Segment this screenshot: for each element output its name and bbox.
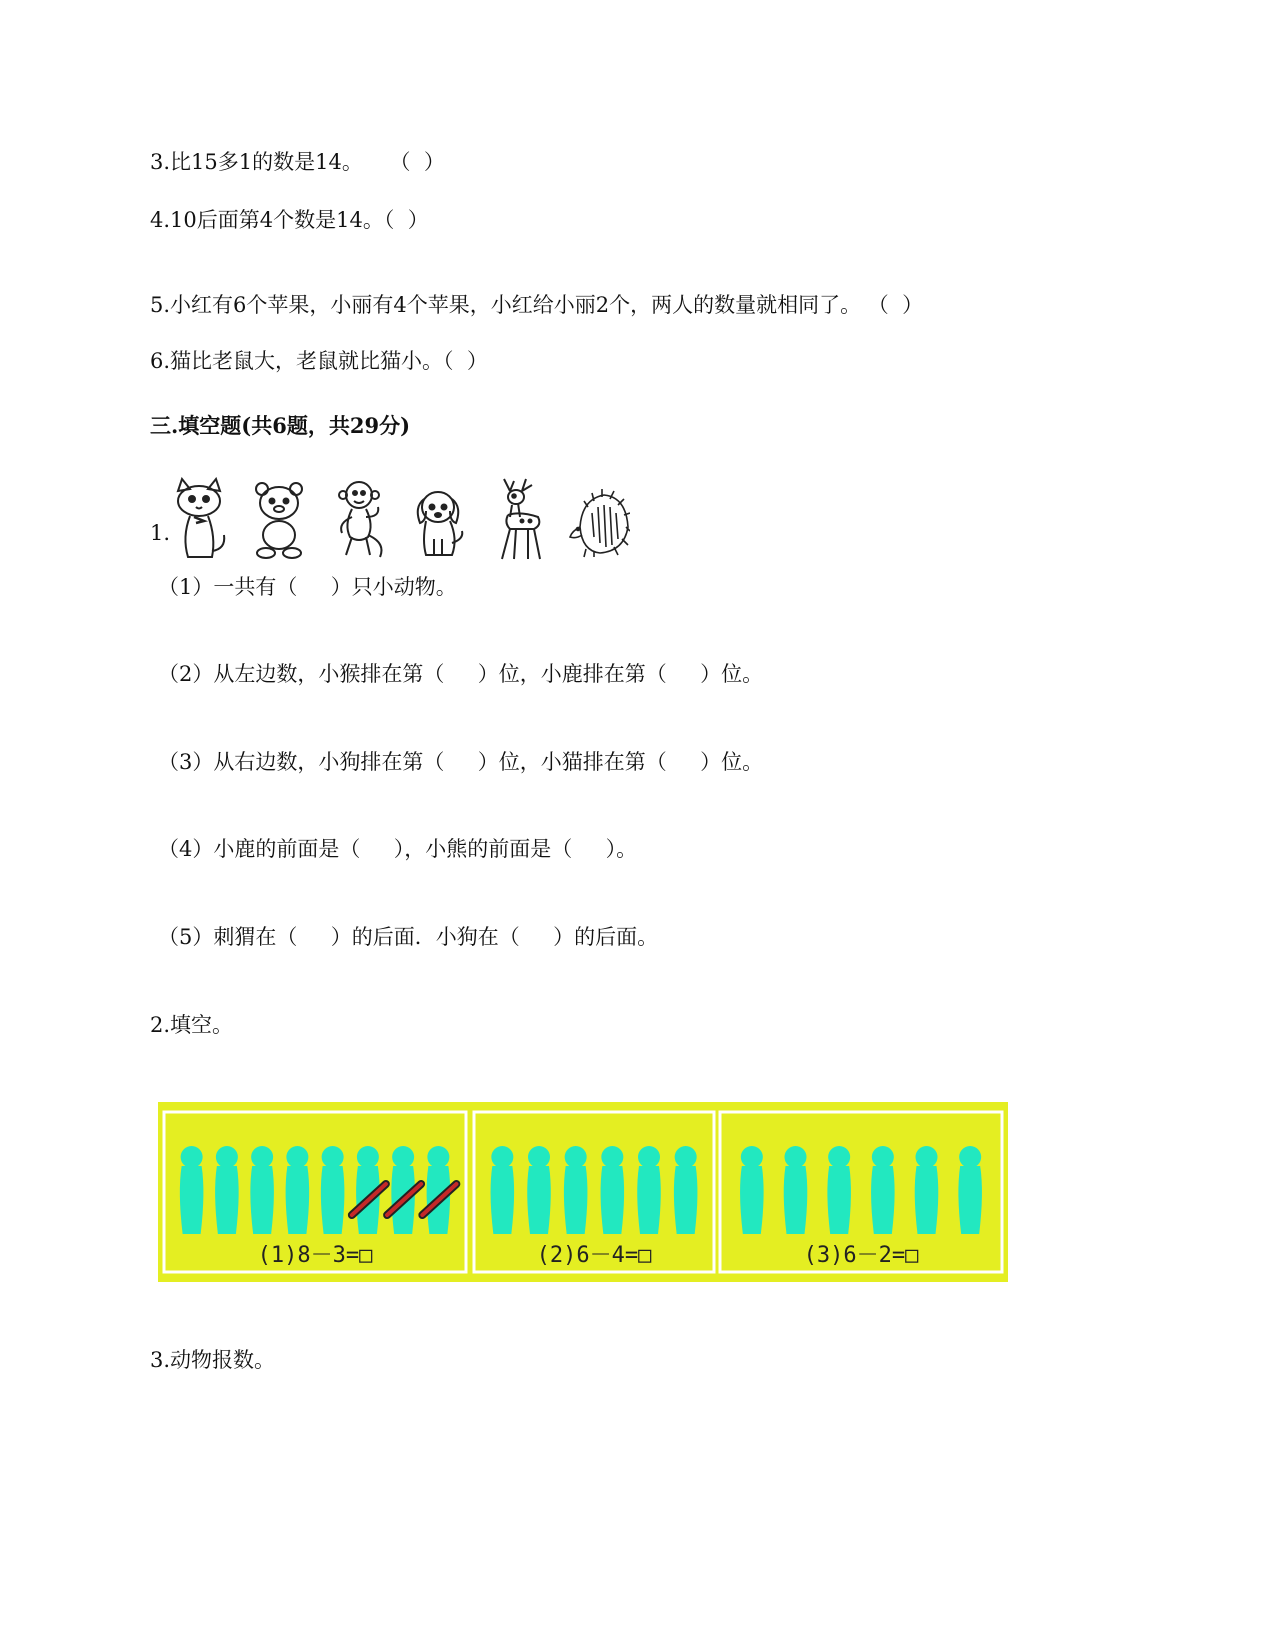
animal-row bbox=[168, 477, 630, 561]
person-figure bbox=[250, 1146, 274, 1234]
q3-title: 3.动物报数。 bbox=[150, 1348, 276, 1372]
q2-title: 2.填空。 bbox=[150, 1013, 234, 1037]
person-figure bbox=[871, 1146, 895, 1234]
person-figure bbox=[286, 1146, 310, 1234]
panel-equation: (3)6－2=□ bbox=[803, 1243, 919, 1268]
cat-icon bbox=[168, 477, 230, 561]
subtraction-figure bbox=[158, 1102, 1008, 1282]
person-figure bbox=[637, 1146, 661, 1234]
q1-number: 1. bbox=[150, 521, 171, 545]
panel-equation: (1)8－3=□ bbox=[257, 1243, 373, 1268]
subtraction-figure-svg bbox=[158, 1102, 1008, 1282]
deer-icon bbox=[488, 477, 550, 561]
q1-sub-question: （1）一共有（ ）只小动物。 bbox=[158, 575, 457, 599]
person-figure bbox=[958, 1146, 982, 1234]
person-figure bbox=[740, 1146, 764, 1234]
q1-sub-question: （3）从右边数，小狗排在第（ ）位，小猫排在第（ ）位。 bbox=[158, 750, 764, 774]
person-figure bbox=[491, 1146, 515, 1234]
dog-icon bbox=[408, 477, 470, 561]
q1-sub-question: （2）从左边数，小猴排在第（ ）位，小鹿排在第（ ）位。 bbox=[158, 662, 764, 686]
section-heading: 三.填空题(共6题，共29分) bbox=[150, 413, 411, 438]
judgement-item-4: 4.10后面第4个数是14。（ ） bbox=[150, 208, 429, 232]
person-figure bbox=[674, 1146, 698, 1234]
person-figure bbox=[321, 1146, 345, 1234]
person-figure bbox=[564, 1146, 588, 1234]
judgement-item-5: 5.小红有6个苹果，小丽有4个苹果，小红给小丽2个，两人的数量就相同了。 （ ） bbox=[150, 293, 924, 317]
person-figure bbox=[827, 1146, 851, 1234]
person-figure bbox=[527, 1146, 551, 1234]
judgement-item-3: 3.比15多1的数是14。 （ ） bbox=[150, 150, 445, 174]
hedgehog-icon bbox=[568, 477, 630, 561]
person-figure bbox=[915, 1146, 939, 1234]
monkey-icon bbox=[328, 477, 390, 561]
judgement-item-6: 6.猫比老鼠大，老鼠就比猫小。（ ） bbox=[150, 349, 488, 373]
person-figure bbox=[784, 1146, 808, 1234]
person-figure bbox=[180, 1146, 204, 1234]
person-figure bbox=[215, 1146, 239, 1234]
panel-equation: (2)6－4=□ bbox=[536, 1243, 652, 1268]
person-figure bbox=[601, 1146, 625, 1234]
bear-icon bbox=[248, 477, 310, 561]
q1-sub-question: （4）小鹿的前面是（ ），小熊的前面是（ ）。 bbox=[158, 837, 638, 861]
q1-sub-question: （5）刺猬在（ ）的后面．小狗在（ ）的后面。 bbox=[158, 925, 659, 949]
